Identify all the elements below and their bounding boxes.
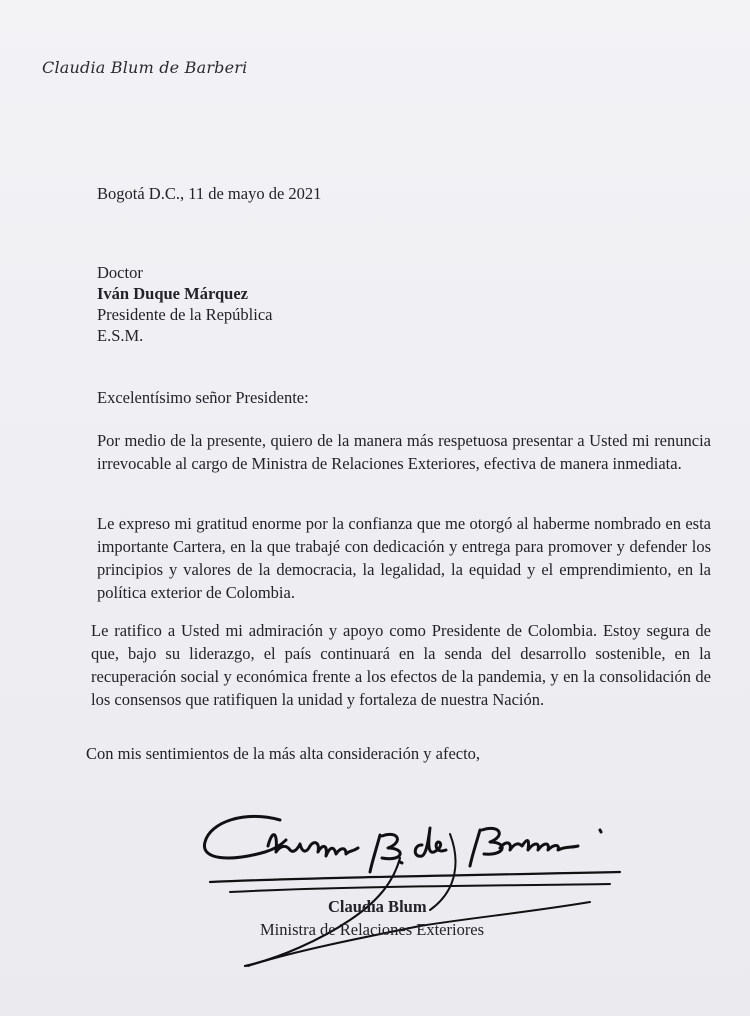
signer-name: Claudia Blum [328,897,427,916]
signer-title: Ministra de Relaciones Exteriores [260,920,485,939]
letter-date: Bogotá D.C., 11 de mayo de 2021 [97,184,322,203]
body-paragraph: Le ratifico a Usted mi admiración y apoyo como Presidente de Colombia. Estoy segura de que, bajo su liderazgo, el país continuará en la senda del desarrollo sostenible, en la recuperación social y económica frente a los efectos de la pandemia, y en la consolidación de los consensos que ratifiquen la unidad y fortaleza de nuestra Nación. [91,621,711,709]
recipient-name: Iván Duque Márquez [97,284,248,303]
body-paragraph: Le expreso mi gratitud enorme por la confianza que me otorgó al haberme nombrado en esta importante Cartera, en la que trabajé con dedicación y entrega para promover y defender los principios y valores de la democracia, la legalidad, la equidad y el emprendimiento, en la política exterior de Colombia. [97,514,711,602]
body-paragraph: Por medio de la presente, quiero de la manera más respetuosa presentar a Usted mi renuncia irrevocable al cargo de Ministra de Relaciones Exteriores, efectiva de manera inmediata. [97,431,711,473]
recipient-position: Presidente de la República [97,305,273,324]
recipient-honorific: E.S.M. [97,326,144,345]
salutation: Excelentísimo señor Presidente: [97,388,309,407]
closing-line: Con mis sentimientos de la más alta consideración y afecto, [86,744,481,763]
letterhead-name: Claudia Blum de Barberi [42,58,248,77]
recipient-block [97,262,272,346]
recipient-title: Doctor [97,263,143,282]
